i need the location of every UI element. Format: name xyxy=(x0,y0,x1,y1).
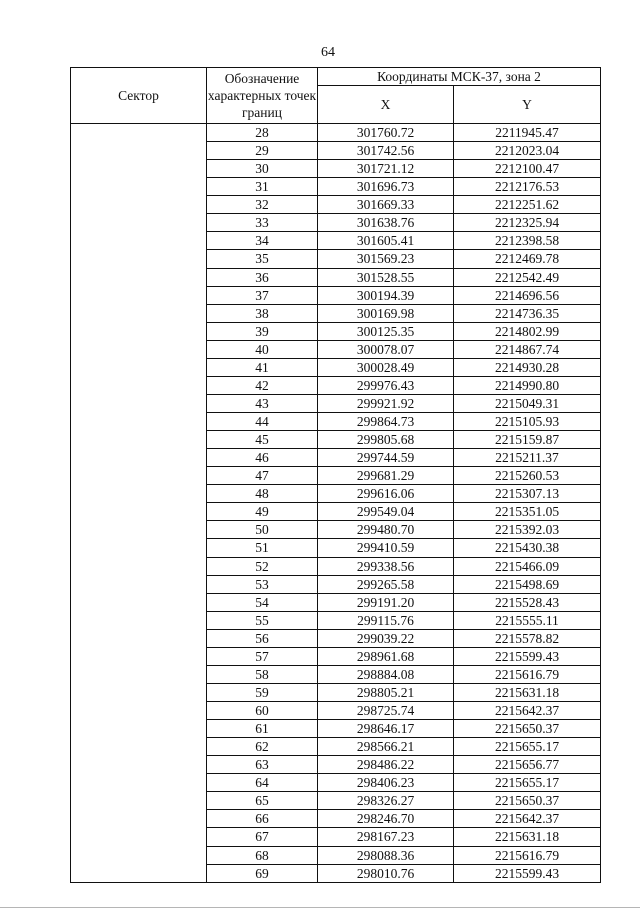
x-coordinate-cell: 299549.04 xyxy=(318,503,454,521)
point-number-cell: 37 xyxy=(207,286,318,304)
x-coordinate-cell: 300078.07 xyxy=(318,340,454,358)
x-coordinate-cell: 299191.20 xyxy=(318,593,454,611)
point-number-cell: 53 xyxy=(207,575,318,593)
y-coordinate-cell: 2212023.04 xyxy=(454,142,601,160)
point-number-cell: 60 xyxy=(207,702,318,720)
y-coordinate-cell: 2215159.87 xyxy=(454,431,601,449)
x-coordinate-cell: 300194.39 xyxy=(318,286,454,304)
point-number-cell: 64 xyxy=(207,774,318,792)
y-coordinate-cell: 2214930.28 xyxy=(454,358,601,376)
y-coordinate-cell: 2215616.79 xyxy=(454,846,601,864)
y-coordinate-cell: 2215599.43 xyxy=(454,864,601,882)
y-coordinate-cell: 2215656.77 xyxy=(454,756,601,774)
point-number-cell: 65 xyxy=(207,792,318,810)
coordinates-table xyxy=(70,67,601,883)
x-coordinate-cell: 301696.73 xyxy=(318,178,454,196)
y-coordinate-cell: 2215105.93 xyxy=(454,413,601,431)
x-coordinate-cell: 301638.76 xyxy=(318,214,454,232)
point-number-cell: 59 xyxy=(207,683,318,701)
point-number-cell: 63 xyxy=(207,756,318,774)
x-header: X xyxy=(318,86,454,124)
x-coordinate-cell: 298566.21 xyxy=(318,738,454,756)
x-coordinate-cell: 301605.41 xyxy=(318,232,454,250)
y-coordinate-cell: 2214990.80 xyxy=(454,376,601,394)
x-coordinate-cell: 299410.59 xyxy=(318,539,454,557)
x-coordinate-cell: 298406.23 xyxy=(318,774,454,792)
header-row-top xyxy=(71,68,601,86)
point-number-cell: 62 xyxy=(207,738,318,756)
point-number-cell: 58 xyxy=(207,665,318,683)
point-number-cell: 52 xyxy=(207,557,318,575)
x-coordinate-cell: 298010.76 xyxy=(318,864,454,882)
point-number-cell: 32 xyxy=(207,196,318,214)
point-number-cell: 66 xyxy=(207,810,318,828)
x-coordinate-cell: 299480.70 xyxy=(318,521,454,539)
point-number-cell: 35 xyxy=(207,250,318,268)
y-coordinate-cell: 2215631.18 xyxy=(454,828,601,846)
point-number-cell: 47 xyxy=(207,467,318,485)
x-coordinate-cell: 299921.92 xyxy=(318,394,454,412)
x-coordinate-cell: 299744.59 xyxy=(318,449,454,467)
y-coordinate-cell: 2215642.37 xyxy=(454,702,601,720)
sector-header: Сектор xyxy=(71,68,207,124)
x-coordinate-cell: 298326.27 xyxy=(318,792,454,810)
sector-cell xyxy=(71,124,207,883)
point-number-cell: 57 xyxy=(207,647,318,665)
scan-edge-line xyxy=(0,907,640,908)
x-coordinate-cell: 299864.73 xyxy=(318,413,454,431)
x-coordinate-cell: 299265.58 xyxy=(318,575,454,593)
point-number-cell: 50 xyxy=(207,521,318,539)
y-coordinate-cell: 2215430.38 xyxy=(454,539,601,557)
y-coordinate-cell: 2212398.58 xyxy=(454,232,601,250)
x-coordinate-cell: 299805.68 xyxy=(318,431,454,449)
point-number-cell: 40 xyxy=(207,340,318,358)
y-coordinate-cell: 2215049.31 xyxy=(454,394,601,412)
y-coordinate-cell: 2215642.37 xyxy=(454,810,601,828)
x-coordinate-cell: 298486.22 xyxy=(318,756,454,774)
x-coordinate-cell: 301528.55 xyxy=(318,268,454,286)
y-coordinate-cell: 2215466.09 xyxy=(454,557,601,575)
x-coordinate-cell: 298961.68 xyxy=(318,647,454,665)
point-number-cell: 28 xyxy=(207,124,318,142)
x-coordinate-cell: 299338.56 xyxy=(318,557,454,575)
x-coordinate-cell: 301742.56 xyxy=(318,142,454,160)
point-number-cell: 36 xyxy=(207,268,318,286)
point-number-cell: 69 xyxy=(207,864,318,882)
x-coordinate-cell: 301721.12 xyxy=(318,160,454,178)
y-coordinate-cell: 2215307.13 xyxy=(454,485,601,503)
point-number-cell: 51 xyxy=(207,539,318,557)
x-coordinate-cell: 299039.22 xyxy=(318,629,454,647)
table-header xyxy=(71,68,601,124)
y-coordinate-cell: 2212469.78 xyxy=(454,250,601,268)
point-number-cell: 67 xyxy=(207,828,318,846)
table-body xyxy=(71,124,601,883)
point-number-cell: 68 xyxy=(207,846,318,864)
point-number-cell: 39 xyxy=(207,322,318,340)
x-coordinate-cell: 298167.23 xyxy=(318,828,454,846)
y-coordinate-cell: 2215392.03 xyxy=(454,521,601,539)
point-number-cell: 45 xyxy=(207,431,318,449)
y-coordinate-cell: 2212100.47 xyxy=(454,160,601,178)
x-coordinate-cell: 299115.76 xyxy=(318,611,454,629)
y-coordinate-cell: 2214696.56 xyxy=(454,286,601,304)
point-number-cell: 46 xyxy=(207,449,318,467)
point-number-cell: 44 xyxy=(207,413,318,431)
point-number-cell: 34 xyxy=(207,232,318,250)
point-number-cell: 49 xyxy=(207,503,318,521)
y-coordinate-cell: 2215260.53 xyxy=(454,467,601,485)
y-coordinate-cell: 2212542.49 xyxy=(454,268,601,286)
x-coordinate-cell: 298725.74 xyxy=(318,702,454,720)
y-coordinate-cell: 2215528.43 xyxy=(454,593,601,611)
y-coordinate-cell: 2215351.05 xyxy=(454,503,601,521)
point-number-cell: 54 xyxy=(207,593,318,611)
table-row xyxy=(71,124,601,142)
x-coordinate-cell: 298884.08 xyxy=(318,665,454,683)
y-coordinate-cell: 2215498.69 xyxy=(454,575,601,593)
point-number-cell: 31 xyxy=(207,178,318,196)
y-coordinate-cell: 2215631.18 xyxy=(454,683,601,701)
y-coordinate-cell: 2215655.17 xyxy=(454,774,601,792)
y-coordinate-cell: 2211945.47 xyxy=(454,124,601,142)
point-number-cell: 43 xyxy=(207,394,318,412)
coordinates-header: Координаты МСК-37, зона 2 xyxy=(318,68,601,86)
point-number-cell: 56 xyxy=(207,629,318,647)
point-number-cell: 38 xyxy=(207,304,318,322)
point-number-cell: 55 xyxy=(207,611,318,629)
y-coordinate-cell: 2215211.37 xyxy=(454,449,601,467)
point-number-cell: 33 xyxy=(207,214,318,232)
y-coordinate-cell: 2215578.82 xyxy=(454,629,601,647)
x-coordinate-cell: 300028.49 xyxy=(318,358,454,376)
x-coordinate-cell: 301760.72 xyxy=(318,124,454,142)
y-coordinate-cell: 2214736.35 xyxy=(454,304,601,322)
x-coordinate-cell: 298088.36 xyxy=(318,846,454,864)
point-number-cell: 29 xyxy=(207,142,318,160)
y-coordinate-cell: 2212251.62 xyxy=(454,196,601,214)
y-coordinate-cell: 2215650.37 xyxy=(454,720,601,738)
y-coordinate-cell: 2212176.53 xyxy=(454,178,601,196)
point-number-cell: 42 xyxy=(207,376,318,394)
y-coordinate-cell: 2215599.43 xyxy=(454,647,601,665)
x-coordinate-cell: 299616.06 xyxy=(318,485,454,503)
x-coordinate-cell: 298805.21 xyxy=(318,683,454,701)
y-coordinate-cell: 2214867.74 xyxy=(454,340,601,358)
y-header: Y xyxy=(454,86,601,124)
point-number-cell: 41 xyxy=(207,358,318,376)
x-coordinate-cell: 301669.33 xyxy=(318,196,454,214)
y-coordinate-cell: 2214802.99 xyxy=(454,322,601,340)
y-coordinate-cell: 2212325.94 xyxy=(454,214,601,232)
point-number-cell: 30 xyxy=(207,160,318,178)
y-coordinate-cell: 2215655.17 xyxy=(454,738,601,756)
point-number-cell: 48 xyxy=(207,485,318,503)
y-coordinate-cell: 2215616.79 xyxy=(454,665,601,683)
x-coordinate-cell: 299976.43 xyxy=(318,376,454,394)
x-coordinate-cell: 300169.98 xyxy=(318,304,454,322)
x-coordinate-cell: 298246.70 xyxy=(318,810,454,828)
point-header: Обозначение характерных точек границ xyxy=(207,68,318,124)
point-number-cell: 61 xyxy=(207,720,318,738)
x-coordinate-cell: 299681.29 xyxy=(318,467,454,485)
page-number: 64 xyxy=(321,45,335,60)
y-coordinate-cell: 2215555.11 xyxy=(454,611,601,629)
y-coordinate-cell: 2215650.37 xyxy=(454,792,601,810)
x-coordinate-cell: 298646.17 xyxy=(318,720,454,738)
x-coordinate-cell: 300125.35 xyxy=(318,322,454,340)
x-coordinate-cell: 301569.23 xyxy=(318,250,454,268)
